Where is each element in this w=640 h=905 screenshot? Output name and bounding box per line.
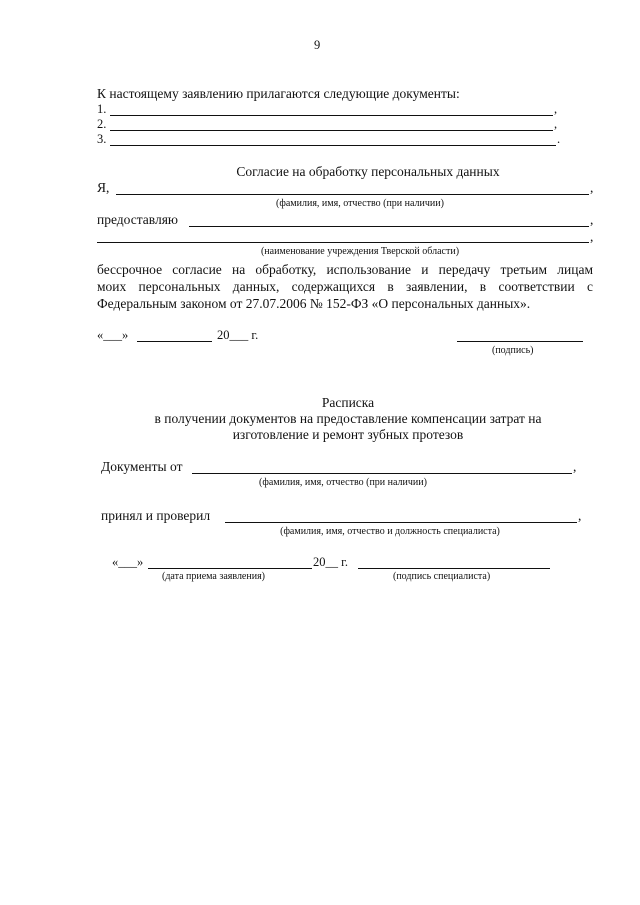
attachment-item-2-end: , xyxy=(554,117,558,131)
attachment-item-2-number: 2. xyxy=(97,117,107,131)
consent-i-end: , xyxy=(590,180,594,195)
consent-org-line xyxy=(97,242,589,243)
consent-title: Согласие на обработку персональных данных xyxy=(236,164,500,179)
attachments-intro: К настоящему заявлению прилагаются следующие документы: xyxy=(97,86,460,101)
receipt-title: Расписка xyxy=(321,395,375,410)
receipt-docs-from-line xyxy=(192,473,572,474)
attachment-item-3-end: . xyxy=(557,132,561,146)
receipt-signature-caption: (подпись специалиста) xyxy=(393,571,491,582)
consent-body-line-3: Федеральным законом от 27.07.2006 № 152-ФЗ «О персональных данных». xyxy=(97,296,531,311)
receipt-specialist-caption: (фамилия, имя, отчество и должность специалиста) xyxy=(280,526,500,537)
receipt-docs-from-label: Документы от xyxy=(101,459,183,474)
receipt-subtitle-line-1: в получении документов на предоставление компенсации затрат на xyxy=(154,411,542,426)
receipt-date-day: «___» xyxy=(112,555,144,569)
consent-fio-caption: (фамилия, имя, отчество (при наличии) xyxy=(276,198,444,209)
consent-i-label: Я, xyxy=(97,180,110,195)
attachment-item-3-number: 3. xyxy=(97,132,107,146)
receipt-subtitle-line-2: изготовление и ремонт зубных протезов xyxy=(232,427,464,442)
attachment-item-3-line xyxy=(110,145,556,146)
receipt-docs-from-end: , xyxy=(573,459,577,474)
consent-org-caption: (наименование учреждения Тверской области) xyxy=(260,246,460,257)
receipt-accepted-label: принял и проверил xyxy=(101,508,211,523)
receipt-date-year: 20__ г. xyxy=(313,555,348,569)
receipt-accepted-end: , xyxy=(578,508,582,523)
consent-provide-label: предоставляю xyxy=(97,212,179,227)
attachment-item-1-number: 1. xyxy=(97,102,107,116)
consent-date-year: 20___ г. xyxy=(217,328,259,342)
consent-body-line-1: бессрочное согласие на обработку, использование и передачу третьим лицам xyxy=(97,262,593,277)
consent-provide-line xyxy=(189,226,589,227)
consent-date-day: «___» xyxy=(97,328,129,342)
receipt-date-line xyxy=(148,568,312,569)
receipt-accepted-line xyxy=(225,522,577,523)
consent-provide-end: , xyxy=(590,212,594,227)
receipt-date-caption: (дата приема заявления) xyxy=(162,571,266,582)
receipt-fio-caption: (фамилия, имя, отчество (при наличии) xyxy=(259,477,427,488)
consent-org-line-end: , xyxy=(590,229,594,244)
consent-fio-line xyxy=(116,194,589,195)
attachment-item-1-end: , xyxy=(554,102,558,116)
consent-signature-caption: (подпись) xyxy=(492,345,534,356)
attachment-item-1-line xyxy=(110,115,553,116)
consent-date-month-line xyxy=(137,341,212,342)
receipt-signature-line xyxy=(358,568,550,569)
consent-body-line-2: моих персональных данных, содержащихся в заявлении, в соответствии с xyxy=(97,279,593,294)
page-number: 9 xyxy=(314,38,321,52)
attachment-item-2-line xyxy=(110,130,553,131)
consent-signature-line xyxy=(457,341,583,342)
